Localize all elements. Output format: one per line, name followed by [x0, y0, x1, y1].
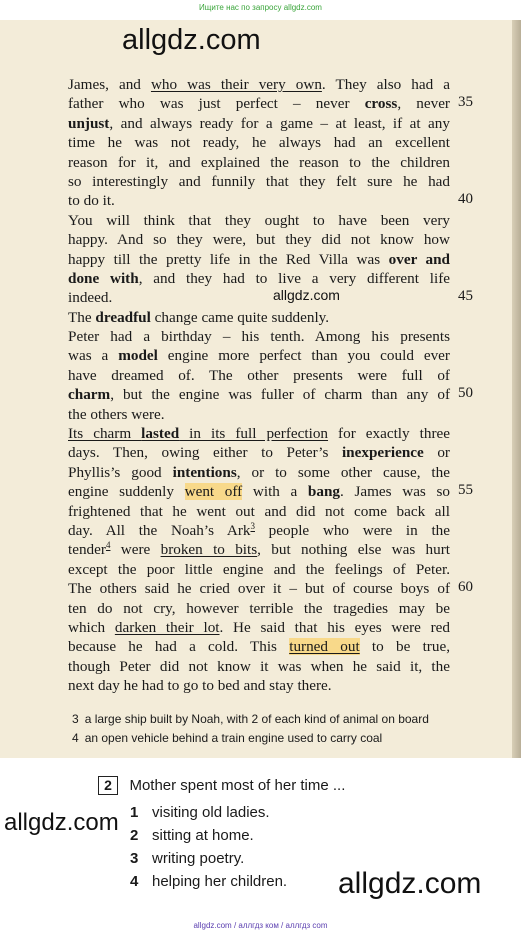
answer-option[interactable] [130, 847, 287, 870]
text-line [68, 211, 450, 230]
question-number: 2 [98, 776, 118, 795]
line-number: 35 [458, 94, 473, 111]
text-segment: because he had a cold. This [68, 638, 290, 656]
text-segment: with a [242, 483, 308, 501]
text-line [68, 250, 450, 269]
text-segment: the others were. [68, 405, 165, 423]
text-segment: ten do not cry, however terrible the tragedies may be [68, 599, 450, 617]
text-segment: lasted [141, 425, 180, 443]
option-number: 4 [130, 873, 139, 890]
text-line [68, 114, 450, 133]
text-segment: time he was not ready, he always had an excellent [68, 134, 450, 152]
footnotes [72, 710, 429, 748]
line-number: 40 [458, 191, 473, 208]
footnote [72, 729, 429, 748]
footnote-text: an open vehicle behind a train engine used to carry coal [84, 731, 383, 745]
text-segment: engine more perfect than you could ever [157, 347, 450, 365]
text-segment: tender [68, 541, 106, 559]
highlighted-phrase: went off [184, 483, 243, 501]
text-line [68, 133, 450, 152]
text-segment: or [423, 444, 450, 462]
text-segment: model [118, 347, 158, 365]
footnote-ref: 3 [250, 520, 255, 531]
question [98, 776, 345, 795]
text-segment: indeed. [68, 289, 113, 307]
text-segment: charm [68, 386, 111, 404]
text-segment: were [110, 541, 161, 559]
text-segment: . He said that his eyes were red [219, 618, 450, 636]
text-line [68, 443, 450, 462]
text-line [68, 521, 450, 540]
answer-option[interactable] [130, 801, 287, 824]
option-text: visiting old ladies. [152, 804, 270, 821]
text-segment: next day he had to go to bed and stay there. [68, 677, 332, 695]
text-line [68, 346, 450, 365]
option-number: 2 [130, 827, 139, 844]
answer-option[interactable] [130, 824, 287, 847]
text-segment: to be true, [359, 638, 450, 656]
question-text: Mother spent most of her time ... [129, 777, 346, 794]
text-segment: You will think that they ought to have been very [68, 211, 450, 229]
text-segment: frightened that he went out and did not come back all [68, 502, 450, 520]
story-text [68, 75, 450, 696]
text-segment: , and always ready for a game – at least, if at any [109, 114, 450, 132]
text-segment: reason for it, and explained the reason to the children [68, 153, 450, 171]
text-line [68, 463, 450, 482]
text-segment: over and [388, 250, 451, 268]
text-segment: which [68, 618, 115, 636]
option-number: 3 [130, 850, 139, 867]
text-segment: , but the engine was fuller of charm than any of [110, 386, 450, 404]
line-number: 45 [458, 288, 473, 305]
text-line [68, 191, 450, 210]
text-line [68, 579, 450, 598]
text-line [68, 637, 450, 656]
text-line [68, 288, 450, 307]
text-segment: except the poor little engine and the feelings of Peter. [68, 560, 450, 578]
text-segment: happy. And so they were, but they did not know how [68, 231, 450, 249]
text-segment: happy till the pretty life in the Red Villa was [68, 250, 389, 268]
text-line [68, 599, 450, 618]
text-segment: Peter had a birthday – his tenth. Among his presents [68, 328, 450, 346]
text-segment: have dreamed of. The other presents were full of [68, 366, 450, 384]
top-banner[interactable]: Ищите нас по запросу allgdz.com [199, 3, 322, 12]
text-line [68, 366, 450, 385]
text-segment: darken their lot [114, 618, 220, 636]
text-segment: dreadful [95, 308, 151, 326]
text-line [68, 560, 450, 579]
text-segment: James, and [68, 76, 151, 93]
text-segment: change came quite suddenly. [150, 308, 330, 326]
text-segment: though Peter did not know it was when he said it, the [68, 657, 450, 675]
footnote [72, 710, 429, 729]
text-segment: done with [68, 269, 139, 287]
text-segment: father who was just perfect – never [68, 95, 365, 113]
text-segment: in its full perfection [179, 425, 329, 443]
text-segment: The others said he cried over it – but of course boys of [68, 580, 450, 598]
answer-options [130, 801, 287, 893]
text-segment: , never [397, 95, 450, 113]
text-line [68, 308, 450, 327]
text-segment: , or to some other cause, the [236, 463, 450, 481]
text-segment: cross [364, 95, 398, 113]
footnote-number: 4 [72, 731, 79, 745]
watermark-middle: allgdz.com [273, 287, 340, 303]
text-segment: day. All the Noah’s Ark [68, 521, 251, 539]
option-text: helping her children. [152, 873, 288, 890]
text-segment: to do it. [68, 192, 115, 210]
text-segment: Phyllis’s good [68, 463, 173, 481]
text-line [68, 405, 450, 424]
text-line [68, 327, 450, 346]
option-number: 1 [130, 804, 139, 821]
text-segment: engine suddenly [68, 483, 185, 501]
text-line [68, 618, 450, 637]
line-number: 55 [458, 482, 473, 499]
line-number: 60 [458, 579, 473, 596]
text-segment: was a [68, 347, 119, 365]
watermark-top: allgdz.com [122, 24, 261, 56]
text-segment: inexperience [341, 444, 424, 462]
watermark-right: allgdz.com [338, 867, 482, 900]
text-segment: for exactly three [328, 425, 450, 443]
watermark-left: allgdz.com [4, 809, 119, 836]
text-line [68, 230, 450, 249]
text-segment: , and they had to live a very different life [138, 269, 450, 287]
text-line [68, 153, 450, 172]
page-edge [512, 20, 521, 758]
text-line [68, 502, 450, 521]
text-segment: intentions [172, 463, 237, 481]
option-text: sitting at home. [152, 827, 254, 844]
text-segment: , but nothing else was hurt [257, 541, 451, 559]
line-number: 50 [458, 385, 473, 402]
text-segment: days. Then, owing either to Peter’s [68, 444, 342, 462]
text-segment: unjust [68, 114, 110, 132]
footnote-ref: 4 [105, 540, 111, 551]
text-line [68, 75, 450, 94]
text-line [68, 676, 450, 695]
text-line [68, 385, 450, 404]
text-line [68, 657, 450, 676]
highlighted-phrase: turned out [289, 638, 360, 656]
text-line [68, 540, 450, 559]
text-segment: people who were in the [254, 521, 451, 539]
text-line [68, 172, 450, 191]
text-line [68, 424, 450, 443]
text-segment: who was their very own [150, 76, 322, 93]
text-segment: Its charm [68, 425, 142, 443]
text-line [68, 269, 450, 288]
text-segment: bang [307, 483, 341, 501]
text-line [68, 482, 450, 501]
option-text: writing poetry. [152, 850, 245, 867]
text-line [68, 94, 450, 113]
text-segment: The [68, 308, 96, 326]
answer-option[interactable] [130, 870, 287, 893]
footnote-text: a large ship built by Noah, with 2 of each kind of animal on board [84, 712, 429, 726]
text-segment: broken to bits [160, 541, 258, 559]
footnote-number: 3 [72, 712, 79, 726]
text-segment: . James was so [340, 483, 450, 501]
bottom-banner[interactable]: allgdz.com / аллгдз ком / аллгдз com [193, 921, 328, 930]
text-segment: so interestingly and funnily that they felt sure he had [68, 172, 450, 190]
text-segment: . They also had a [321, 76, 450, 93]
